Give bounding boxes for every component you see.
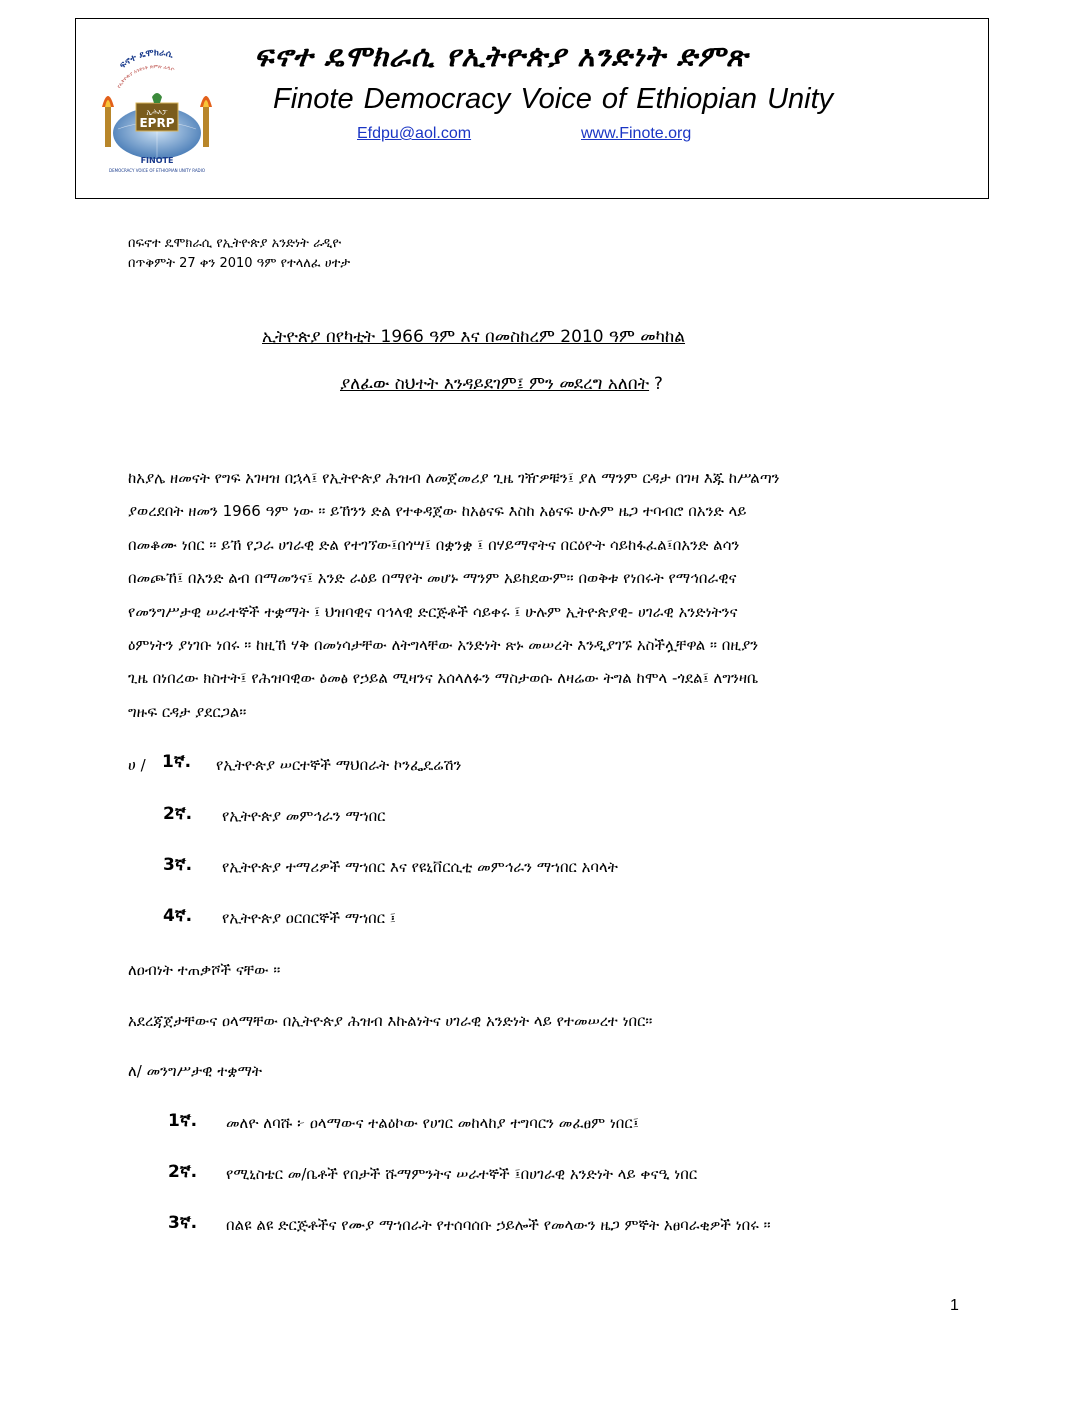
logo-caption: DEMOCRACY VOICE OF ETHIOPIAN UNITY RADIO (109, 168, 205, 173)
logo-party-amharic: ኢሕአፓ (146, 108, 168, 116)
article-heading-line2-wrap (340, 374, 663, 394)
section-b-item-text: መለዮ ለባሹ ፦ ዐላማውና ተልዕኮው የሀገር መከላከያ ተግባርን መፈፀም ነበር፤ (226, 1114, 639, 1132)
section-b-item-num: 2ኛ. (168, 1162, 198, 1182)
page-number: 1 (950, 1297, 959, 1314)
intro-paragraph (128, 462, 968, 729)
article-heading-line2: ያለፈው ስህተት እንዳይደገም፤ ምን መደረግ አለበት (340, 374, 650, 394)
section-b-item-num: 3ኛ. (168, 1213, 198, 1233)
masthead (75, 18, 989, 199)
paragraph-line: ከአያሌ ዘመናት የግፍ አገዛዝ በኋላ፤ የኢትዮጵያ ሕዝብ ለመጀመሪያ ጊዜ ገዥዎቹን፤ ያለ ማንም ርዳታ በገዛ እጁ ከሥልጣን (128, 469, 780, 487)
section-a-closing-2: አደረጃጀታቸውና ዐላማቸው በኢትዮጵያ ሕዝብ እኩልነትና ሀገራዊ አንድነት ላይ የተመሠረተ ነበር። (128, 1012, 653, 1030)
section-a-prefix: ሀ / (128, 756, 146, 774)
website-link[interactable]: www.Finote.org (581, 125, 692, 142)
paragraph-line: ጊዜ በነበረው ክስተት፤ የሕዝባዊው ዕመፅ የኃይል ሚዛንና አሰላለፉን ማስታወሱ ለዛሬው ትግል ከሞላ -ጎደል፤ ለግንዛቤ (128, 669, 759, 688)
masthead-title-amharic: ፍኖተ ዴሞክራሲ የኢትዮጵያ አንድነት ድምጽ (254, 39, 749, 73)
logo-arc-text-2: የኢትዮጵያ አንድነት ድምጽ ሬዲዮ (116, 64, 176, 90)
section-a-item-text: የኢትዮጵያ ዐርበርኞች ማኀበር ፤ (222, 909, 396, 927)
section-b-item-text: የሚኒስቴር መ/ቤቶች የበታች ሹማምንትና ሠራተኞች ፤በሀገራዊ አንድነት ላይ ቀናዒ ነበር (226, 1165, 698, 1183)
paragraph-line: የመንግሥታዊ ሠራተኞች ተቋማት ፤ ህዝባዊና ባኅላዊ ድርጅቶች ሳይቀሩ ፤ ሁሉም ኢትዮጵያዊ- ሀገራዊ አንድነትንና (128, 602, 738, 621)
section-b-item-num: 1ኛ. (168, 1111, 198, 1131)
broadcast-date: በጥቅምት 27 ቀን 2010 ዓም የተላለፈ ሀተታ (128, 256, 351, 271)
paragraph-line: ያወረደበት ዘመን 1966 ዓም ነው ። ይኸንን ድል የተቀዳጀው ከአፅናፍ እስከ አፅናፍ ሁሉም ዜጋ ተባብሮ በአንድ ላይ (128, 502, 747, 521)
article-heading-line1: ኢትዮጵያ በየካቲት 1966 ዓም እና በመስከረም 2010 ዓም መካከል (262, 327, 686, 347)
paragraph-line: ግዙፍ ርዳታ ያደርጋል። (128, 702, 247, 721)
article-heading-qmark: ? (653, 374, 663, 394)
paragraph-line: ዕምነትን ያነገቡ ነበሩ ። ከዚኸ ሃቅ በመነሳታቸው ለትግላቸው አንድነት ጽኑ መሠረት እንዲያገኙ አስችሏቸዋል ። በዚያን (128, 636, 759, 655)
paragraph-line: በመጮኸ፤ በአንድ ልብ በማመንና፤ አንድ ራዕይ በማየት መሆኑ ማንም አይክደውም። በወቅቱ የነበሩት የማኅበራዊና (128, 569, 737, 588)
logo-finote-text: FINOTE (140, 156, 174, 165)
section-a-item-num: 4ኛ. (163, 906, 193, 926)
finote-logo (98, 45, 216, 180)
logo-eprp-text: EPRP (139, 116, 175, 130)
section-a-item-num: 2ኛ. (163, 804, 193, 824)
section-b-item-text: በልዩ ልዩ ድርጅቶችና የሙያ ማኀበራት የተሰባሰቡ ኃይሎች የመላውን ዜጋ ምኞት አፀባራቂዎች ነበሩ ። (226, 1216, 771, 1234)
section-b-heading: ለ/ መንግሥታዊ ተቋማት (128, 1062, 263, 1080)
section-a-item-text: የኢትዮጵያ መምኅራን ማኀበር (222, 807, 386, 825)
section-a-item-num: 1ኛ. (162, 752, 192, 772)
email-link[interactable]: Efdpu@aol.com (357, 125, 472, 142)
section-a-item-text: የኢትዮጵያ ሠርተኞች ማህበራት ኮንፌዴሬሽን (216, 756, 462, 774)
section-a-item-num: 3ኛ. (163, 855, 193, 875)
section-a-closing-1: ለዐብነት ተጠቃሾች ናቸው ። (128, 961, 281, 979)
paragraph-line: በመቆሙ ነበር ። ይኸ የጋራ ሀገራዊ ድል የተገኘው፤በጎሣ፤ በቋንቋ ፤ በሃይማኖትና በርዕዮት ሳይከፋፈል፤በአንድ ልሳን (128, 535, 740, 554)
masthead-title-english: Finote Democracy Voice of Ethiopian Unity (273, 83, 834, 115)
broadcast-source: በፍኖተ ዴሞክራሲ የኢትዮጵያ አንድነት ራዲዮ (128, 236, 342, 251)
section-a-item-text: የኢትዮጵያ ተማሪዎች ማኀበር እና የዩኒቨርሲቲ መምኅራን ማኀበር አባላት (222, 858, 618, 876)
logo-arc-text: ፍኖተ ዴሞክራሲ (117, 48, 174, 71)
